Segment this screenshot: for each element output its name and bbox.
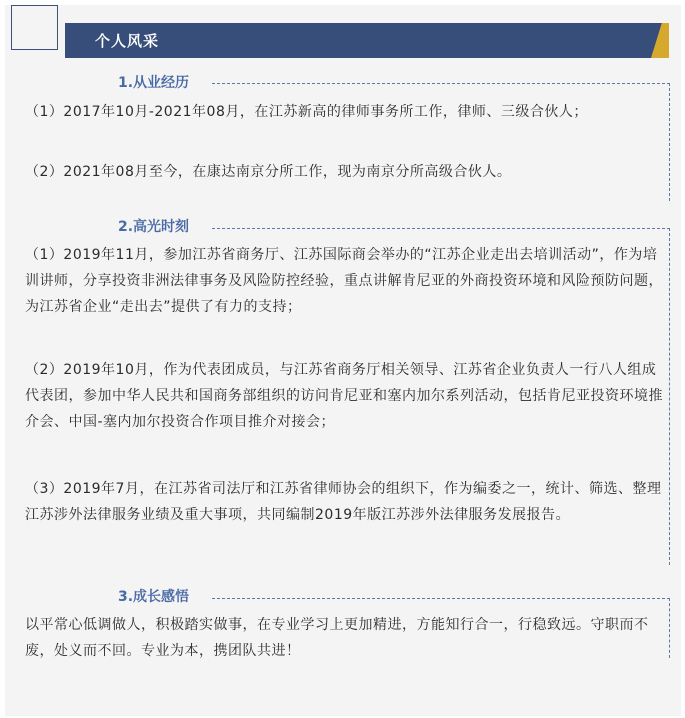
section-divider-vertical	[669, 83, 670, 201]
section-divider-vertical	[669, 598, 670, 658]
section-heading-label: 2.高光时刻	[118, 219, 190, 235]
decorative-square	[11, 5, 58, 50]
section-divider	[212, 228, 670, 229]
paragraph: （3）2019年7月，在江苏省司法厅和江苏省律师协会的组织下，作为编委之一，统计、筛选、整理江苏涉外法律服务业绩及重大事项，共同编制2019年版江苏涉外法律服务发展报告。	[25, 481, 662, 523]
paragraph: （1）2019年11月，参加江苏省商务厅、江苏国际商会举办的“江苏企业走出去培训活动”，作为培训讲师，分享投资非洲法律事务及风险防控经验，重点讲解肯尼亚的外商投资环境和风险预防问题，为江苏省企业“走出去”提供了有力的支持；	[25, 247, 663, 315]
section-heading-career	[118, 72, 189, 92]
section-divider	[212, 83, 670, 84]
paragraph: （2）2021年08月至今，在康达南京分所工作，现为南京分所高级合伙人。	[25, 164, 512, 180]
section-divider-vertical	[669, 228, 670, 565]
paragraph: 以平常心低调做人，积极踏实做事，在专业学习上更加精进，方能知行合一，行稳致远。守职而不废，处义而不回。专业为本，携团队共进！	[25, 617, 649, 659]
paragraph: （2）2019年10月，作为代表团成员，与江苏省商务厅相关领导、江苏省企业负责人一行八人组成代表团，参加中华人民共和国商务部组织的访问肯尼亚和塞内加尔系列活动，包括肯尼亚投资环境推介会、中国-塞内加尔投资合作项目推介对接会；	[25, 362, 663, 430]
section-divider	[212, 598, 670, 599]
page-title: 个人风采	[95, 32, 160, 50]
section-heading-highlights	[118, 216, 189, 236]
section-heading-label: 3.成长感悟	[118, 589, 190, 605]
paragraph: （1）2017年10月-2021年08月，在江苏新高的律师事务所工作，律师、三级合伙人；	[25, 104, 588, 120]
section-heading-reflections	[118, 586, 189, 606]
section-heading-label: 1.从业经历	[118, 75, 190, 91]
